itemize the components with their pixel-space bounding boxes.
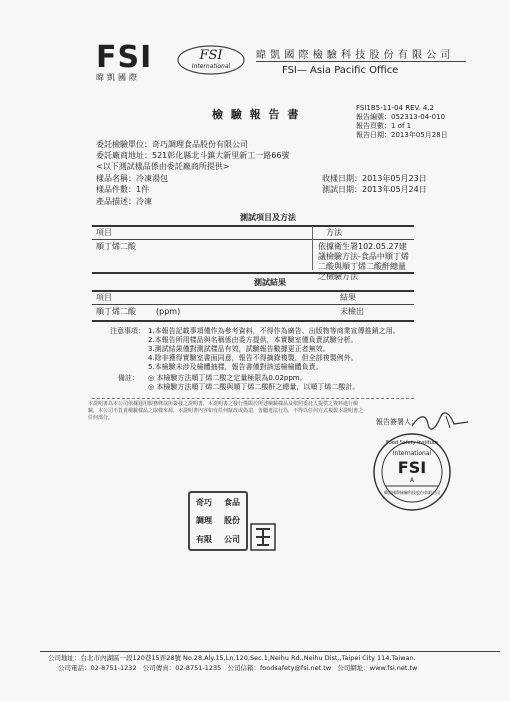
meta-report-no: 報告編號：052313-04-010 bbox=[356, 113, 446, 121]
footer-contacts bbox=[58, 664, 417, 673]
header-rule bbox=[256, 61, 466, 62]
remark-list bbox=[148, 374, 448, 392]
seal-letter: A bbox=[409, 477, 415, 484]
seal-top-text: Food Safety Institute bbox=[386, 440, 438, 446]
sample-name: 樣品名稱：冷凍湯包 bbox=[96, 174, 168, 183]
seal-subtitle: International bbox=[191, 63, 231, 70]
logo-text: FSI bbox=[96, 40, 153, 75]
remark-item: ◎ 本檢驗方法順丁烯二酸之定量極限為0.02ppm。 bbox=[148, 374, 307, 382]
client-note: <以下測試樣品係由委託廠商所提供> bbox=[96, 162, 230, 171]
seal-mid-text: International bbox=[392, 450, 432, 457]
chop-char: 調理 bbox=[196, 516, 212, 526]
personal-chop-icon bbox=[250, 523, 276, 551]
notes-label: 注意事項： bbox=[110, 327, 145, 335]
round-seal bbox=[372, 432, 452, 512]
results-top-rule bbox=[92, 290, 414, 292]
methods-header-rule bbox=[92, 239, 414, 240]
meta-date: 報告日期：2013年05月28日 bbox=[356, 131, 448, 139]
footer-fax: 公司傳真：02-8751-1235 bbox=[142, 664, 222, 672]
handwritten-signature-icon bbox=[410, 410, 470, 432]
chop-char: 食品 bbox=[224, 497, 240, 507]
results-row-result: 未檢出 bbox=[340, 307, 364, 316]
received-date: 收樣日期：2013年05月23日 bbox=[322, 174, 427, 183]
footer-rule bbox=[40, 651, 500, 652]
note-item: 2.本報告所用樣品與名稱係由委方提供，本實驗室僅負責試驗分析。 bbox=[148, 336, 358, 344]
office-name: FSI— Asia Pacific Office bbox=[282, 65, 399, 76]
sample-desc: 產品描述：冷凍 bbox=[96, 197, 152, 206]
tested-date: 測試日期：2013年05月24日 bbox=[322, 185, 427, 194]
chop-char: 奇巧 bbox=[196, 497, 212, 507]
methods-col-method: 方法 bbox=[326, 228, 342, 237]
results-bottom-rule bbox=[92, 320, 414, 322]
sample-count: 樣品件數：1件 bbox=[96, 185, 150, 194]
methods-bottom-rule bbox=[92, 272, 414, 274]
note-item: 5.本檢驗未涉及檢體抽樣，報告書僅對該送檢檢體負責。 bbox=[148, 363, 323, 371]
chop-char: 股份 bbox=[224, 516, 240, 526]
note-item: 4.除非獲得實驗室書面同意，報告不得摘錄複製，但全部複製例外。 bbox=[148, 354, 358, 362]
results-header-rule bbox=[92, 304, 414, 305]
results-col-result: 結果 bbox=[340, 293, 356, 302]
seal-center-text: FSI bbox=[397, 458, 427, 477]
results-row-unit: (ppm) bbox=[156, 307, 181, 316]
remark-item: ◎ 本檢驗方法順丁烯二酸與順丁烯二酸酐之總量，以順丁烯二酸計。 bbox=[148, 383, 360, 391]
company-chop bbox=[188, 491, 248, 551]
chop-char: 公司 bbox=[224, 535, 240, 545]
report-title: 檢 驗 報 告 書 bbox=[212, 108, 301, 121]
signature-label: 報告簽署人： bbox=[376, 418, 418, 426]
seal-title: FSI bbox=[199, 48, 223, 63]
logo-subtitle: 暐凱國際 bbox=[96, 73, 140, 82]
methods-col-item: 項目 bbox=[96, 228, 112, 237]
note-item: 1.本報告記載事項僅作為參考資料，不得作為廣告、出版物等商業宣傳推銷之用。 bbox=[148, 327, 400, 335]
footer-address: 公司地址：台北市內湖區一段120巷15弄28號 No.28,Aly.15,Ln.120,Sec.1,Neihu Rd.,Neihu Dist.,Taipei City 114,Taiwan. bbox=[48, 654, 416, 662]
company-logo bbox=[96, 40, 156, 83]
company-name: 暐 凱 國 際 檢 驗 科 技 股 份 有 限 公 司 bbox=[256, 50, 451, 61]
footer-email: 公司信箱：foodsafety@fsi.net.tw bbox=[227, 664, 332, 672]
methods-section-title: 測試項目及方法 bbox=[240, 213, 296, 222]
notes-bottom-rule bbox=[92, 398, 414, 399]
seal-bottom-text: 暐凱國際檢驗科技股份有限公司 bbox=[384, 490, 440, 495]
form-code: FSI1B5-11-04 REV. 4.2 bbox=[356, 104, 434, 112]
disclaimer: 本證明書為本公司依據通用服務條款所簽發之證明書，本證明書之發行僅限於所述檢驗樣品及依照委託人提供之資料進行檢驗，本公司不負責檢驗樣品之取樣來源，本證明書內容如有任何竄改或偽造，皆屬違法行為，不得以任何方式複製本證明書之任何部分。 bbox=[88, 401, 364, 421]
footer-phone: 公司電話：02-8751-1232 bbox=[58, 664, 137, 672]
header-seal bbox=[176, 44, 246, 76]
note-item: 3.測試結果僅對測試樣品有效，試驗報告數據更正者無效。 bbox=[148, 345, 330, 353]
methods-top-rule bbox=[92, 225, 414, 227]
methods-column-divider bbox=[312, 226, 313, 270]
results-row-item: 順丁烯二酸 bbox=[96, 307, 136, 316]
methods-row-method: 依據衛生署102.05.27建議檢驗方法-食品中順丁烯二酸與順丁烯二酸酐總量之檢驗方法 bbox=[318, 242, 409, 281]
report-meta bbox=[356, 113, 448, 140]
client-unit: 委託檢驗單位：奇巧調理食品股份有限公司 bbox=[96, 140, 248, 149]
chop-char: 有限 bbox=[196, 535, 212, 545]
meta-pages: 報告頁數：1 of 1 bbox=[356, 122, 412, 130]
remark-label: 備註： bbox=[118, 374, 139, 382]
methods-row-item: 順丁烯二酸 bbox=[96, 242, 136, 251]
client-factory: 委託廠商地址：521彰化縣北斗鎮大新里新工一路66號 bbox=[96, 151, 290, 160]
results-section-title: 測試結果 bbox=[254, 278, 286, 287]
notes-list bbox=[148, 327, 448, 372]
footer-web: 公司網址：www.fsi.net.tw bbox=[337, 664, 418, 672]
results-col-item: 項目 bbox=[96, 293, 112, 302]
